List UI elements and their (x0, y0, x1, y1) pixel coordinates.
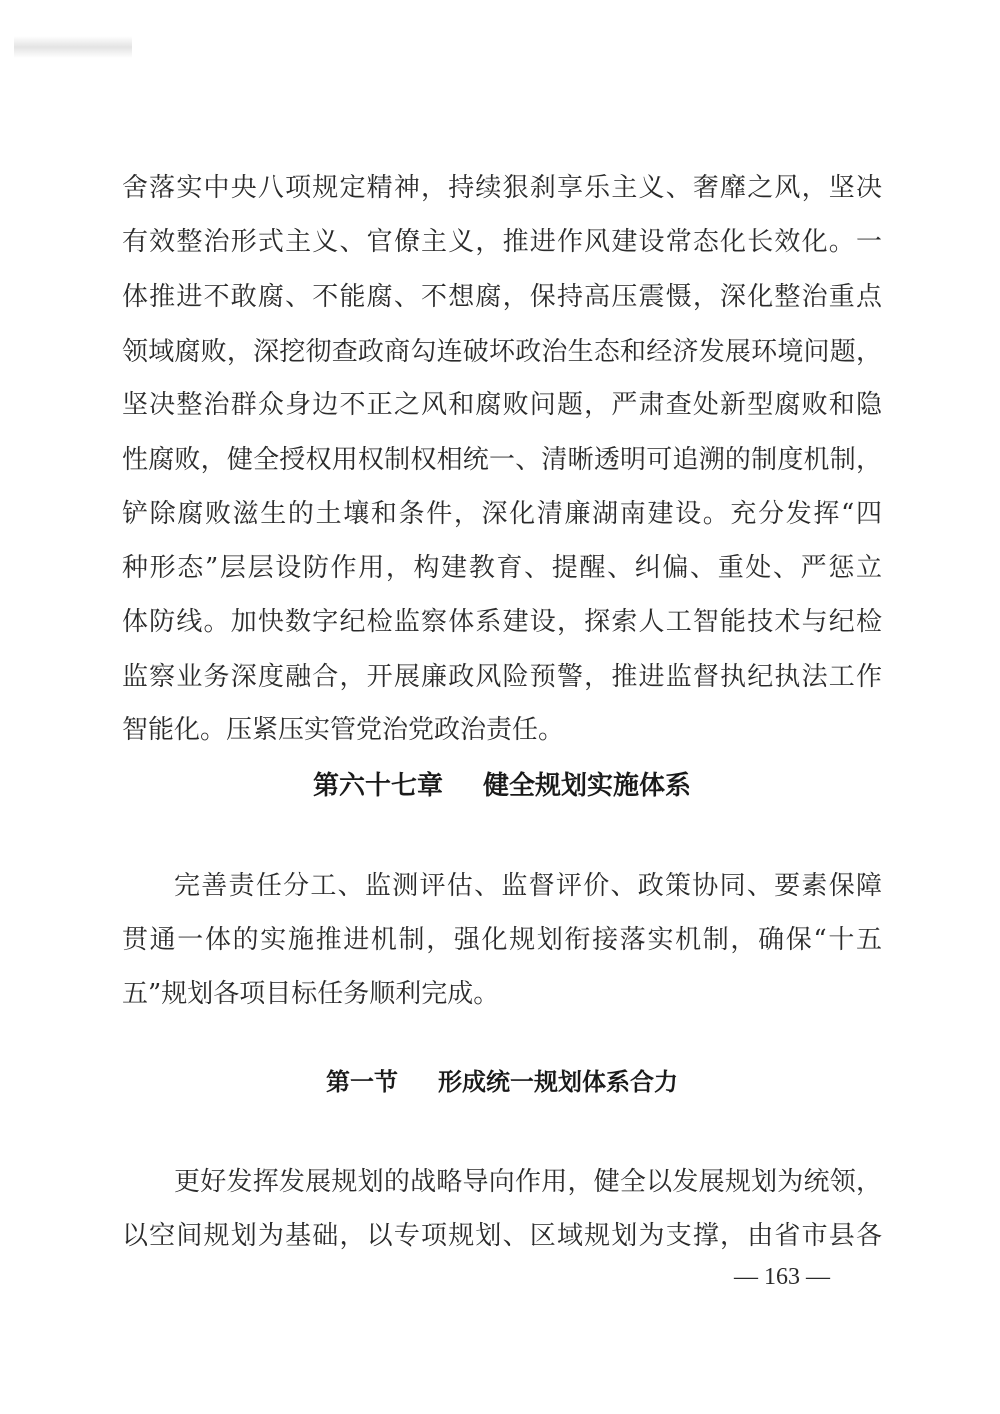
text-line: 领域腐败，深挖彻查政商勾连破坏政治生态和经济发展环境问题， (122, 337, 882, 367)
text-line: 坚决整治群众身边不正之风和腐败问题，严肃查处新型腐败和隐 (122, 390, 882, 420)
page-number: — 163 — (734, 1264, 830, 1290)
chapter-number: 第六十七章 (312, 771, 443, 801)
section-number: 第一节 (326, 1067, 398, 1096)
text-line: 智能化。压紧压实管党治党政治责任。 (122, 715, 565, 745)
section-heading (122, 1062, 882, 1102)
scan-mark (14, 36, 132, 58)
text-line: 完善责任分工、监测评估、监督评价、政策协同、要素保障 (174, 871, 882, 901)
text-line: 更好发挥发展规划的战略导向作用，健全以发展规划为统领， (174, 1167, 882, 1197)
text-line: 体防线。加快数字纪检监察体系建设，探索人工智能技术与纪检 (122, 607, 882, 637)
text-line: 种形态”层层设防作用，构建教育、提醒、纠偏、重处、严惩立 (122, 553, 882, 583)
text-line: 性腐败，健全授权用权制权相统一、清晰透明可追溯的制度机制， (122, 445, 882, 475)
text-line: 以空间规划为基础，以专项规划、区域规划为支撑，由省市县各 (122, 1221, 882, 1251)
chapter-title: 健全规划实施体系 (483, 771, 692, 801)
chapter-heading (122, 764, 882, 808)
text-line: 铲除腐败滋生的土壤和条件，深化清廉湖南建设。充分发挥“四 (122, 499, 882, 529)
section-title: 形成统一规划体系合力 (438, 1067, 678, 1096)
text-line: 贯通一体的实施推进机制，强化规划衔接落实机制，确保“十五 (122, 925, 882, 955)
text-line: 舍落实中央八项规定精神，持续狠刹享乐主义、奢靡之风，坚决 (122, 173, 882, 203)
text-line: 监察业务深度融合，开展廉政风险预警，推进监督执纪执法工作 (122, 662, 882, 692)
text-line: 有效整治形式主义、官僚主义，推进作风建设常态化长效化。一 (122, 227, 882, 257)
text-line: 体推进不敢腐、不能腐、不想腐，保持高压震慑，深化整治重点 (122, 282, 882, 312)
text-line: 五”规划各项目标任务顺利完成。 (122, 979, 500, 1009)
